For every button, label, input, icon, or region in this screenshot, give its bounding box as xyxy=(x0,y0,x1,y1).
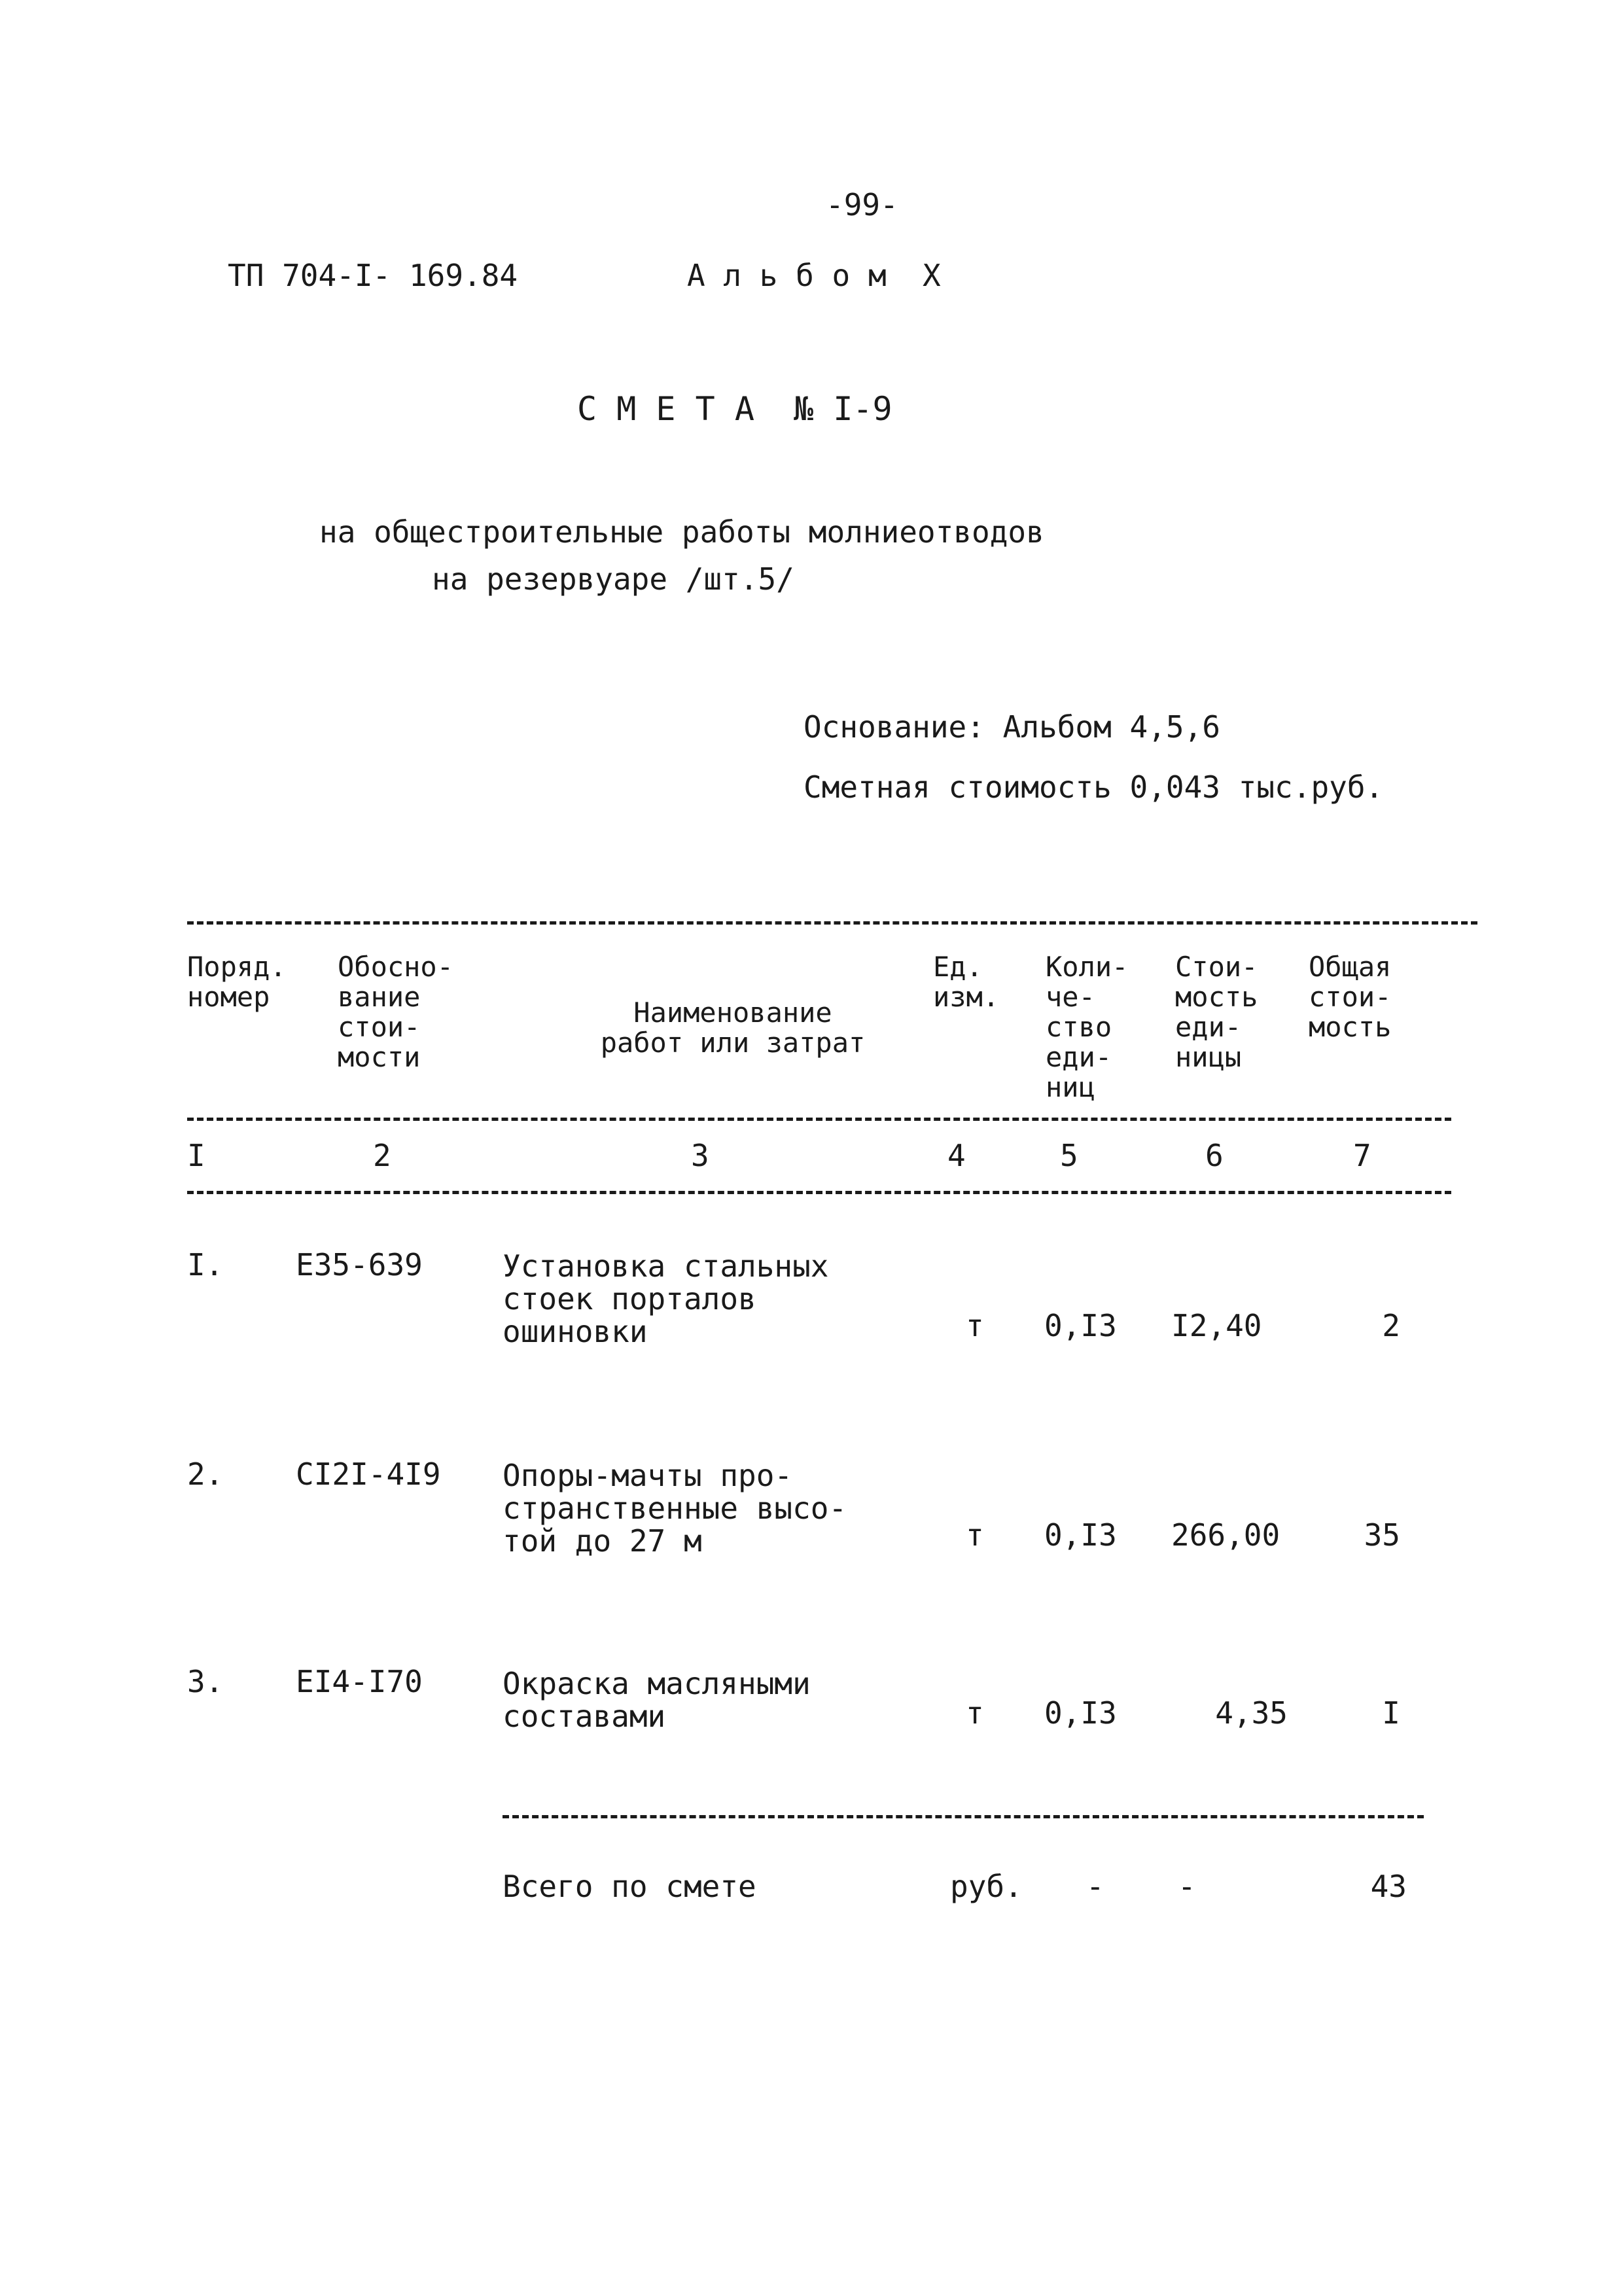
column-number: 5 xyxy=(1060,1138,1078,1173)
header-total-cost: Общая стои- мость xyxy=(1309,951,1392,1043)
table-row-code: ЕI4-I70 xyxy=(296,1664,423,1699)
table-row-unit-cost: 4,35 xyxy=(1215,1695,1288,1731)
table-row-number: 3. xyxy=(187,1664,224,1699)
table-row-total: 2 xyxy=(1382,1308,1400,1343)
table-row-name: Установка стальных стоек порталов ошиновки xyxy=(503,1248,829,1349)
page-number: -99- xyxy=(826,187,898,222)
document-code: ТП 704-I- 169.84 xyxy=(228,258,518,293)
basis-text: Основание: Альбом 4,5,6 xyxy=(803,709,1220,745)
table-row-unit-cost: 266,00 xyxy=(1171,1517,1280,1553)
table-row-unit: т xyxy=(966,1695,984,1731)
total-label: Всего по смете xyxy=(503,1869,756,1904)
header-work-name: Наименование работ или затрат xyxy=(600,997,866,1059)
total-top-rule xyxy=(503,1815,1424,1818)
header-quantity: Коли- че- ство еди- ниц xyxy=(1046,951,1129,1103)
estimate-subtitle-line1: на общестроительные работы молниеотводов xyxy=(319,514,1044,550)
total-quantity: - xyxy=(1086,1869,1104,1904)
table-row-code: Е35-639 xyxy=(296,1247,423,1282)
table-row-total: I xyxy=(1382,1695,1400,1731)
column-number: 3 xyxy=(691,1138,709,1173)
table-row-unit: т xyxy=(966,1308,984,1343)
table-row-quantity: 0,I3 xyxy=(1044,1695,1117,1731)
table-row-total: 35 xyxy=(1364,1517,1400,1553)
column-number: 2 xyxy=(373,1138,391,1173)
estimate-title: С М Е Т А № I-9 xyxy=(577,390,892,428)
table-row-number: I. xyxy=(187,1247,224,1282)
table-row-quantity: 0,I3 xyxy=(1044,1308,1117,1343)
table-top-rule xyxy=(187,921,1477,925)
column-number: 7 xyxy=(1353,1138,1371,1173)
table-row-code: СI2I-4I9 xyxy=(296,1457,441,1492)
header-bottom-rule xyxy=(187,1118,1451,1121)
table-row-quantity: 0,I3 xyxy=(1044,1517,1117,1553)
column-number: 6 xyxy=(1205,1138,1224,1173)
estimated-cost-text: Сметная стоимость 0,043 тыс.руб. xyxy=(803,769,1384,805)
estimate-subtitle-line2: на резервуаре /шт.5/ xyxy=(432,561,794,597)
table-row-name: Окраска масляными составами xyxy=(503,1666,811,1734)
total-unit: руб. xyxy=(950,1869,1023,1904)
table-row-name: Опоры-мачты про- странственные высо- той до 27 м xyxy=(503,1458,847,1559)
table-row-number: 2. xyxy=(187,1457,224,1492)
header-cost-basis: Обосно- вание стои- мости xyxy=(338,951,454,1073)
total-amount: 43 xyxy=(1370,1869,1407,1904)
column-number: I xyxy=(187,1138,205,1173)
header-unit-cost: Стои- мость еди- ницы xyxy=(1175,951,1258,1073)
table-row-unit-cost: I2,40 xyxy=(1171,1308,1262,1343)
column-number: 4 xyxy=(947,1138,966,1173)
header-unit: Ед. изм. xyxy=(933,951,1000,1013)
column-numbers-bottom-rule xyxy=(187,1191,1451,1194)
total-unit-cost: - xyxy=(1178,1869,1196,1904)
album-label: А л ь б о м X xyxy=(687,258,941,293)
header-order-number: Поряд. номер xyxy=(187,951,287,1013)
table-row-unit: т xyxy=(966,1517,984,1553)
